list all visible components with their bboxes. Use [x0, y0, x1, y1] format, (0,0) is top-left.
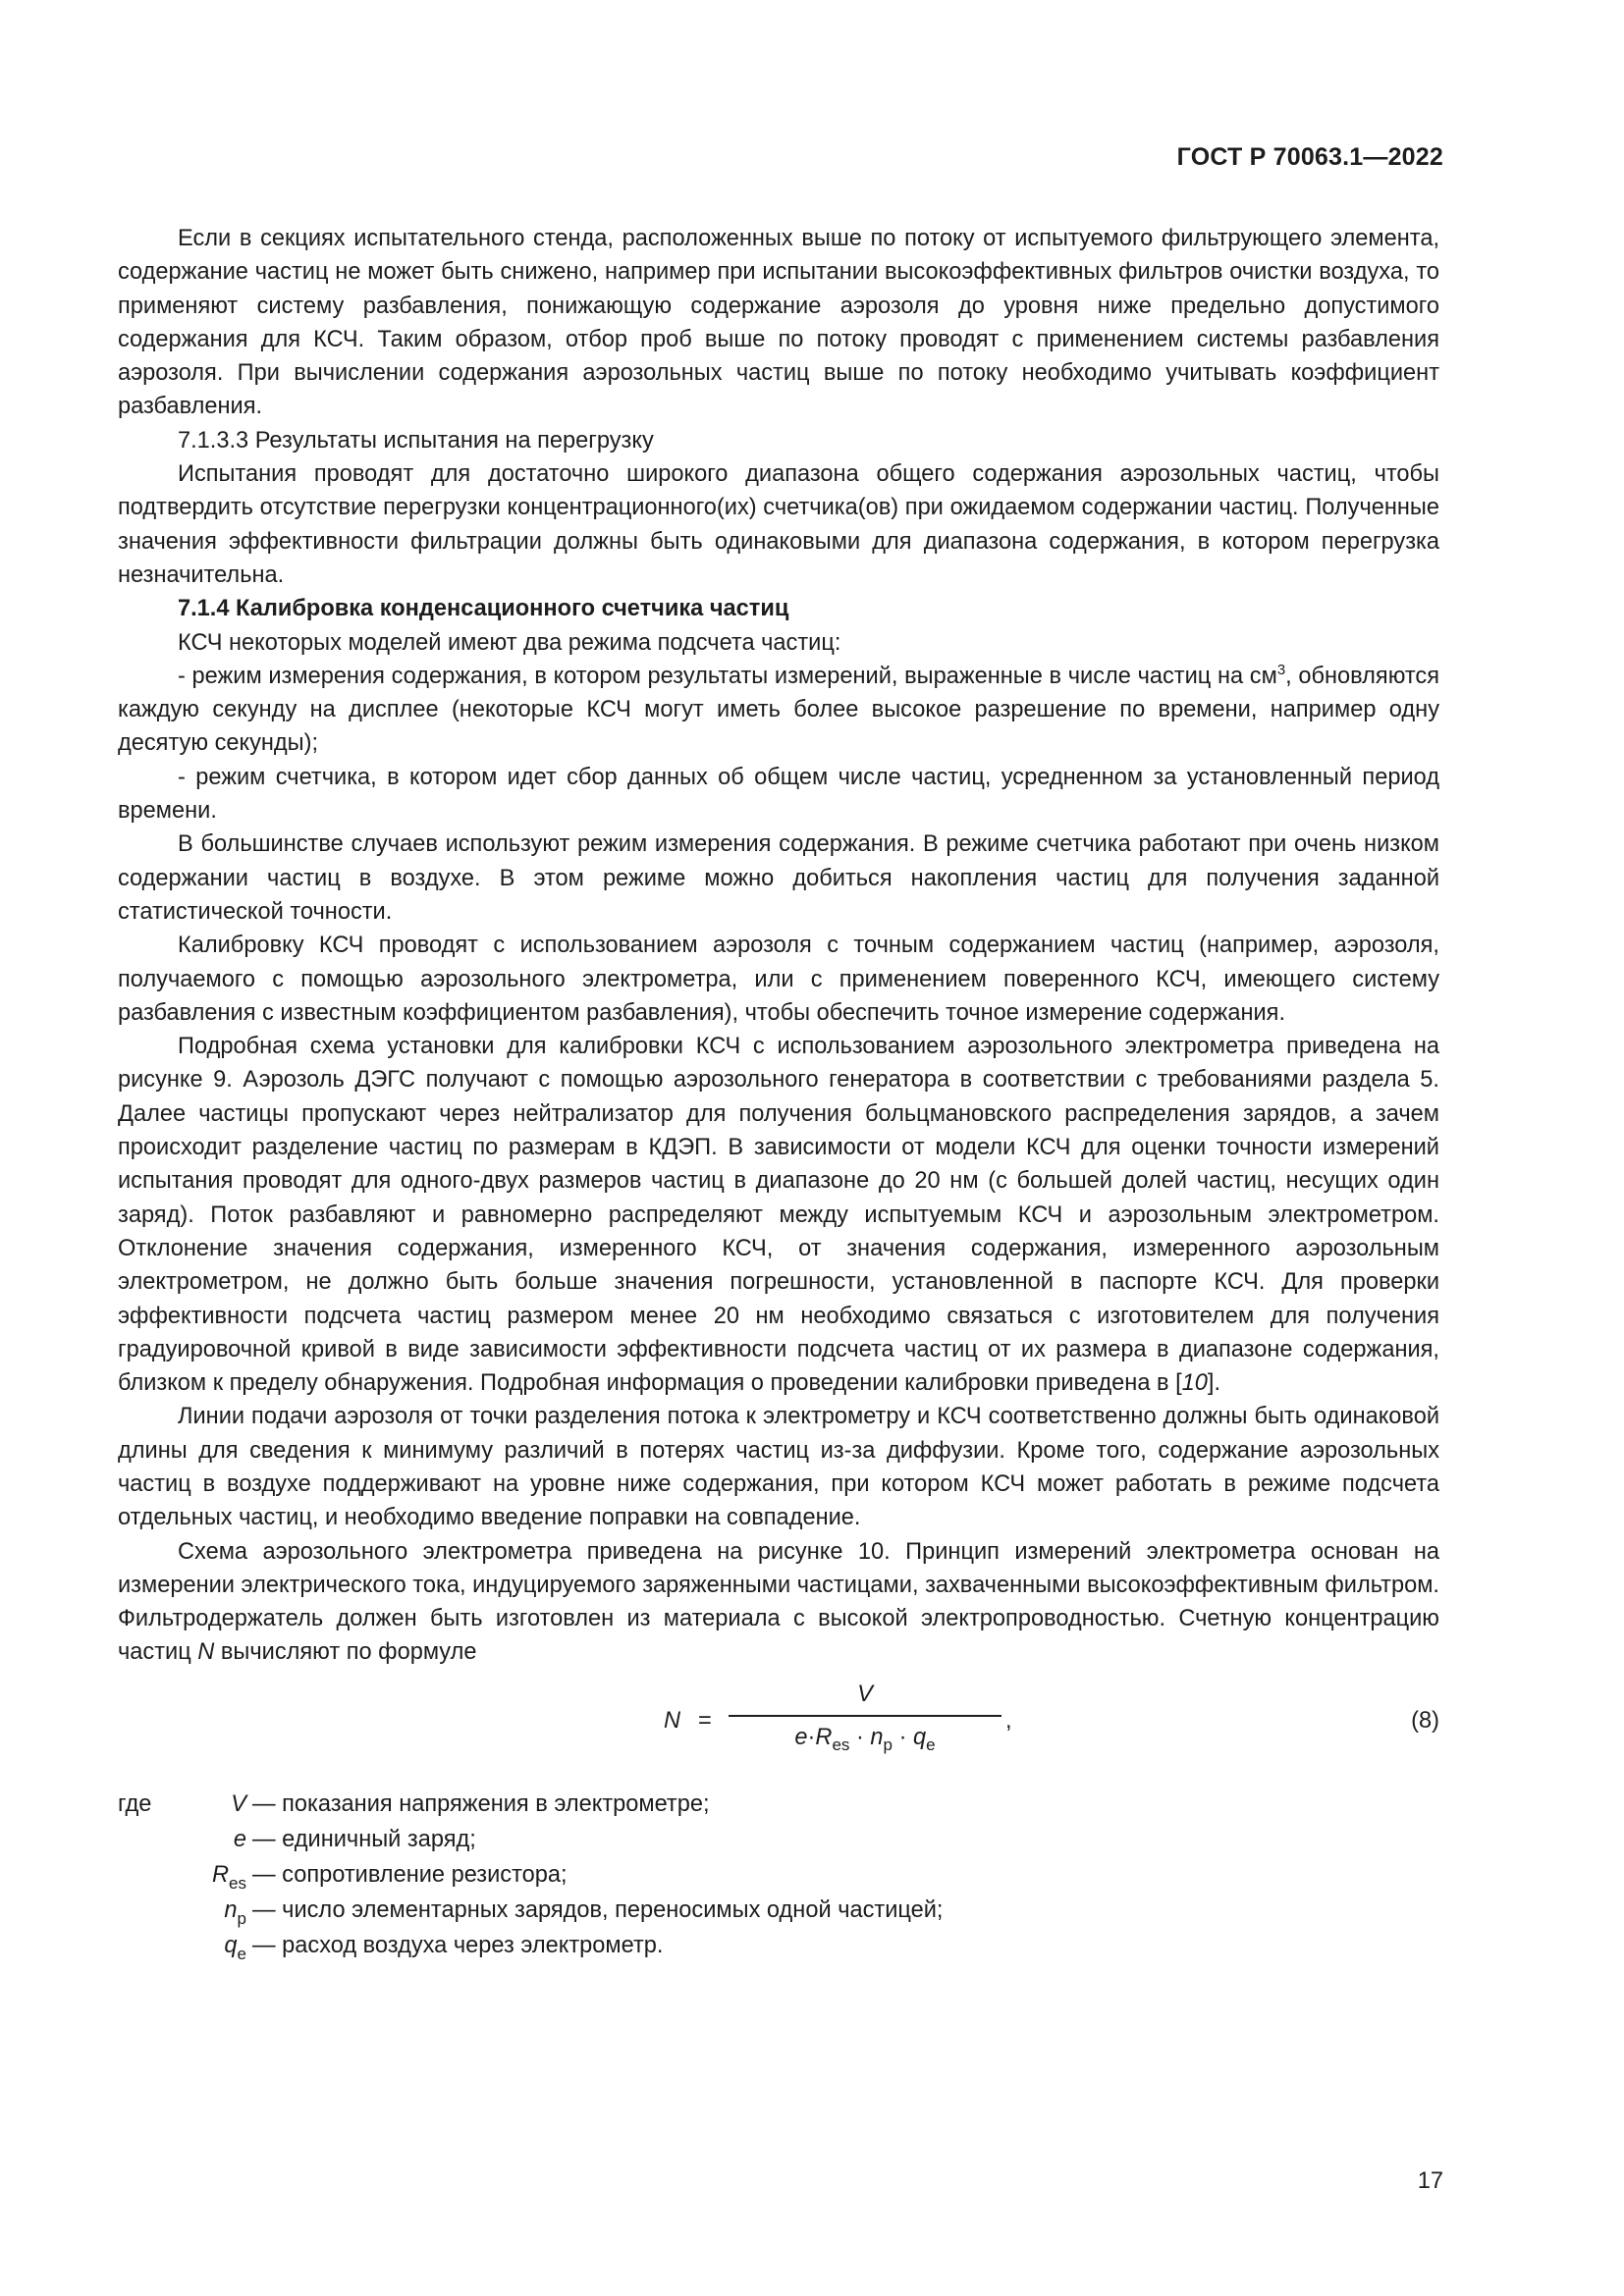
- where-item: [118, 1858, 1439, 1894]
- formula-number: (8): [1411, 1707, 1439, 1734]
- paragraph-concentration-mode-usage: В большинстве случаев используют режим измерения содержания. В режиме счетчика работают при очень низком содержании частиц в воздухе. В этом режиме можно добиться накопления частиц для получения заданной статистической точности.: [118, 831, 1439, 925]
- paragraph-setup-scheme: [118, 1030, 1439, 1400]
- reference-10: 10: [1181, 1370, 1208, 1397]
- where-symbol: $n_p$: [224, 1896, 246, 1928]
- fraction-bar: [729, 1715, 1001, 1717]
- formula-comma: ,: [1005, 1707, 1012, 1734]
- formula-equals: =: [698, 1707, 712, 1734]
- where-item: [118, 1823, 1439, 1858]
- where-symbol: $R_{es}$: [211, 1861, 246, 1893]
- standard-header: ГОСТ Р 70063.1—2022: [1176, 143, 1443, 171]
- formula-8: [118, 1678, 1439, 1774]
- where-description: — сопротивление резистора;: [252, 1861, 568, 1888]
- setup-scheme-text: Подробная схема установки для калибровки КСЧ с использованием аэрозольного электрометра приведена на рисунке 9. Аэрозоль ДЭГС получают с помощью аэрозольного генератора в соответствии с требованиями раздела 5. Далее частицы пропускают через нейтрализатор для получения больцмановского распределения зарядов, а зачем происходит разделение частиц по размерам в КДЭП. В зависимости от модели КСЧ для оценки точности измерений испытания проводят для одного-двух размеров частиц в диапазоне до 20 нм (с большей долей частиц, несущих один заряд). Поток разбавляют и равномерно распределяют между испытуемым КСЧ и аэрозольным электрометром. Отклонение значения содержания, измеренного КСЧ, от значения содержания, измеренного аэрозольным электрометром, не должно быть больше значения погрешности, установленной в паспорте КСЧ. Для проверки эффективности подсчета частиц размером менее 20 нм необходимо связаться с изготовителем для получения градуировочной кривой в виде зависимости эффективности подсчета частиц от их размера в диапазоне содержания, близком к пределу обнаружения. Подробная информация о проведении калибровки приведена в [: [118, 1034, 1439, 1397]
- page-body: [118, 222, 1439, 1964]
- where-item: [118, 1894, 1439, 1929]
- formula-denominator: $e\cdot R_{es} \cdot n_p \cdot q_e$: [794, 1724, 936, 1754]
- electrometer-text: Схема аэрозольного электрометра приведена на рисунке 10. Принцип измерений электрометра основан на измерении электрического тока, индуцируемого заряженными частицами, захваченными высокоэффективным фильтром. Фильтродержатель должен быть изготовлен из материала с высокой электропроводностью. Счетную концентрацию частиц: [118, 1538, 1439, 1666]
- setup-scheme-end: ].: [1207, 1370, 1221, 1397]
- unit-cm: см: [1249, 663, 1277, 689]
- paragraph-mode-concentration: [118, 660, 1439, 761]
- where-symbol: V: [231, 1790, 246, 1817]
- paragraph-dilution: Если в секциях испытательного стенда, расположенных выше по потоку от испытуемого фильтрующего элемента, содержание частиц не может быть снижено, например при испытании высокоэффективных фильтров очистки воздуха, то применяют систему разбавления, понижающую содержание аэрозоля до уровня ниже предельно допустимого содержания для КСЧ. Таким образом, отбор проб выше по потоку проводят с применением системы разбавления аэрозоля. При вычислении содержания аэрозольных частиц выше по потоку необходимо учитывать коэффициент разбавления.: [118, 226, 1439, 420]
- where-item: [118, 1788, 1439, 1823]
- where-description: — расход воздуха через электрометр.: [252, 1932, 664, 1958]
- where-item: [118, 1929, 1439, 1964]
- formula-lhs: N: [664, 1707, 681, 1734]
- mode-concentration-text-cont: , обновляются каждую секунду на дисплее (некоторые КСЧ могут иметь более высокое разрешение по времени, например одну десятую секунды);: [118, 663, 1439, 757]
- where-symbol: e: [233, 1826, 246, 1852]
- where-description: — показания напряжения в электрометре;: [252, 1790, 710, 1817]
- paragraph-electrometer: [118, 1535, 1439, 1670]
- unit-cm-exponent: 3: [1276, 661, 1286, 678]
- paragraph-mode-counter: - режим счетчика, в котором идет сбор данных об общем числе частиц, усредненном за установленный период времени.: [118, 764, 1439, 825]
- electrometer-text-end: вычисляют по формуле: [214, 1639, 477, 1666]
- where-label: где: [118, 1790, 152, 1817]
- where-description: — единичный заряд;: [252, 1826, 476, 1852]
- where-symbol: $q_e$: [224, 1932, 246, 1963]
- paragraph-feed-lines: Линии подачи аэрозоля от точки разделения потока к электрометру и КСЧ соответственно должны быть одинаковой длины для сведения к минимуму различий в потерях частиц из-за диффузии. Кроме того, содержание аэрозольных частиц в воздухе поддерживают на уровне ниже содержания, при котором КСЧ может работать в режиме подсчета отдельных частиц, и необходимо введение поправки на совпадение.: [118, 1404, 1439, 1531]
- mode-concentration-text: - режим измерения содержания, в котором результаты измерений, выраженные в числе частиц на: [178, 663, 1244, 689]
- formula-numerator: V: [857, 1681, 873, 1707]
- page-number: 17: [1417, 2168, 1443, 2194]
- section-7-1-4-heading: 7.1.4 Калибровка конденсационного счетчика частиц: [178, 596, 789, 622]
- paragraph-calibration: Калибровку КСЧ проводят с использованием аэрозоля с точным содержанием частиц (например, аэрозоля, получаемого с помощью аэрозольного электрометра, или с применением поверенного КСЧ, имеющего систему разбавления с известным коэффициентом разбавления), чтобы обеспечить точное измерение содержания.: [118, 933, 1439, 1026]
- where-list: [118, 1788, 1439, 1964]
- paragraph-modes-intro: КСЧ некоторых моделей имеют два режима подсчета частиц:: [178, 629, 841, 656]
- paragraph-overload: Испытания проводят для достаточно широкого диапазона общего содержания аэрозольных частиц, чтобы подтвердить отсутствие перегрузки концентрационного(их) счетчика(ов) при ожидаемом содержании частиц. Полученные значения эффективности фильтрации должны быть одинаковыми для диапазона содержания, в котором перегрузка незначительна.: [118, 461, 1439, 588]
- where-description: — число элементарных зарядов, переносимых одной частицей;: [252, 1896, 944, 1923]
- symbol-N: N: [197, 1639, 215, 1666]
- section-7-1-3-3-heading: 7.1.3.3 Результаты испытания на перегрузку: [178, 427, 654, 454]
